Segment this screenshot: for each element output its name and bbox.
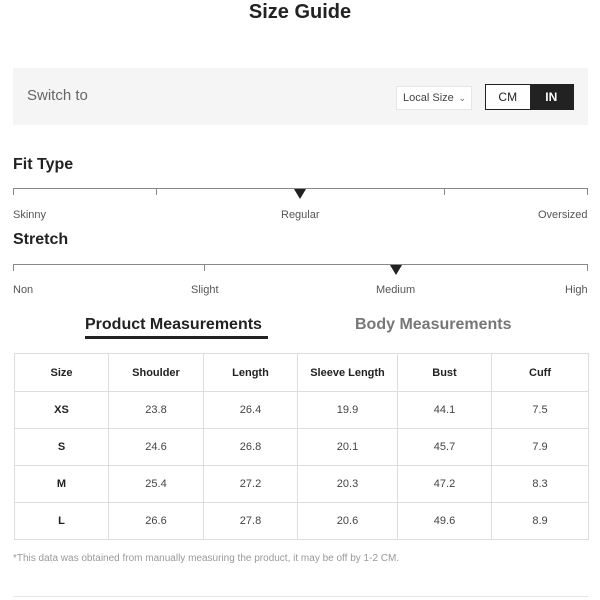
fit-type-heading: Fit Type — [13, 156, 74, 173]
table-cell: 20.6 — [298, 503, 398, 540]
table-cell: 25.4 — [109, 466, 204, 503]
fit-type-tick — [13, 188, 14, 195]
column-header: Shoulder — [109, 354, 204, 392]
fit-type-label-skinny: Skinny — [13, 209, 47, 221]
unit-toggle[interactable] — [485, 84, 574, 110]
table-row — [15, 466, 589, 503]
table-cell: 19.9 — [298, 392, 398, 429]
table-cell: 47.2 — [398, 466, 492, 503]
unit-option-in[interactable]: IN — [530, 85, 574, 109]
unit-switch-bar — [13, 68, 588, 125]
table-cell: 45.7 — [398, 429, 492, 466]
fit-type-label-oversized: Oversized — [538, 209, 588, 221]
measurement-disclaimer: *This data was obtained from manually measuring the product, it may be off by 1-2 CM. — [13, 553, 400, 564]
table-cell: 44.1 — [398, 392, 492, 429]
divider — [13, 596, 588, 597]
triangle-down-icon — [294, 189, 306, 199]
stretch-tick — [587, 264, 588, 271]
table-cell: 26.8 — [204, 429, 298, 466]
column-header: Sleeve Length — [298, 354, 398, 392]
table-cell: 20.3 — [298, 466, 398, 503]
table-cell: 8.9 — [492, 503, 589, 540]
stretch-label-slight: Slight — [191, 284, 219, 296]
stretch-label-medium: Medium — [376, 284, 416, 296]
table-cell: 27.8 — [204, 503, 298, 540]
fit-type-tick — [444, 188, 445, 195]
measurements-table — [14, 353, 589, 540]
table-cell: 24.6 — [109, 429, 204, 466]
table-row — [15, 392, 589, 429]
table-cell: 49.6 — [398, 503, 492, 540]
fit-type-tick — [156, 188, 157, 195]
stretch-label-non: Non — [13, 284, 34, 296]
stretch-tick — [13, 264, 14, 271]
tab-product-measurements[interactable]: Product Measurements — [85, 316, 262, 333]
page-title: Size Guide — [248, 1, 352, 23]
fit-type-tick — [587, 188, 588, 195]
unit-option-cm[interactable]: CM — [486, 85, 530, 109]
active-tab-underline — [85, 336, 268, 339]
stretch-scale — [13, 264, 588, 265]
table-cell: 26.6 — [109, 503, 204, 540]
stretch-tick — [204, 264, 205, 271]
column-header: Length — [204, 354, 298, 392]
size-cell: XS — [15, 392, 109, 429]
triangle-down-icon — [390, 265, 402, 275]
table-cell: 23.8 — [109, 392, 204, 429]
tab-body-measurements[interactable]: Body Measurements — [355, 316, 512, 333]
column-header: Bust — [398, 354, 492, 392]
table-cell: 7.9 — [492, 429, 589, 466]
stretch-heading: Stretch — [13, 231, 69, 248]
stretch-label-high: High — [565, 284, 588, 296]
size-cell: S — [15, 429, 109, 466]
column-header: Cuff — [492, 354, 589, 392]
size-cell: M — [15, 466, 109, 503]
table-header-row — [15, 354, 589, 392]
switch-label: Switch to — [27, 87, 88, 104]
size-cell: L — [15, 503, 109, 540]
table-cell: 20.1 — [298, 429, 398, 466]
table-row — [15, 503, 589, 540]
table-cell: 8.3 — [492, 466, 589, 503]
table-cell: 7.5 — [492, 392, 589, 429]
table-cell: 26.4 — [204, 392, 298, 429]
table-cell: 27.2 — [204, 466, 298, 503]
table-row — [15, 429, 589, 466]
local-size-select-value: Local Size — [403, 92, 454, 104]
fit-type-label-regular: Regular — [281, 209, 320, 221]
column-header: Size — [15, 354, 109, 392]
chevron-down-icon: ⌄ — [458, 93, 466, 103]
local-size-select[interactable] — [396, 86, 472, 110]
